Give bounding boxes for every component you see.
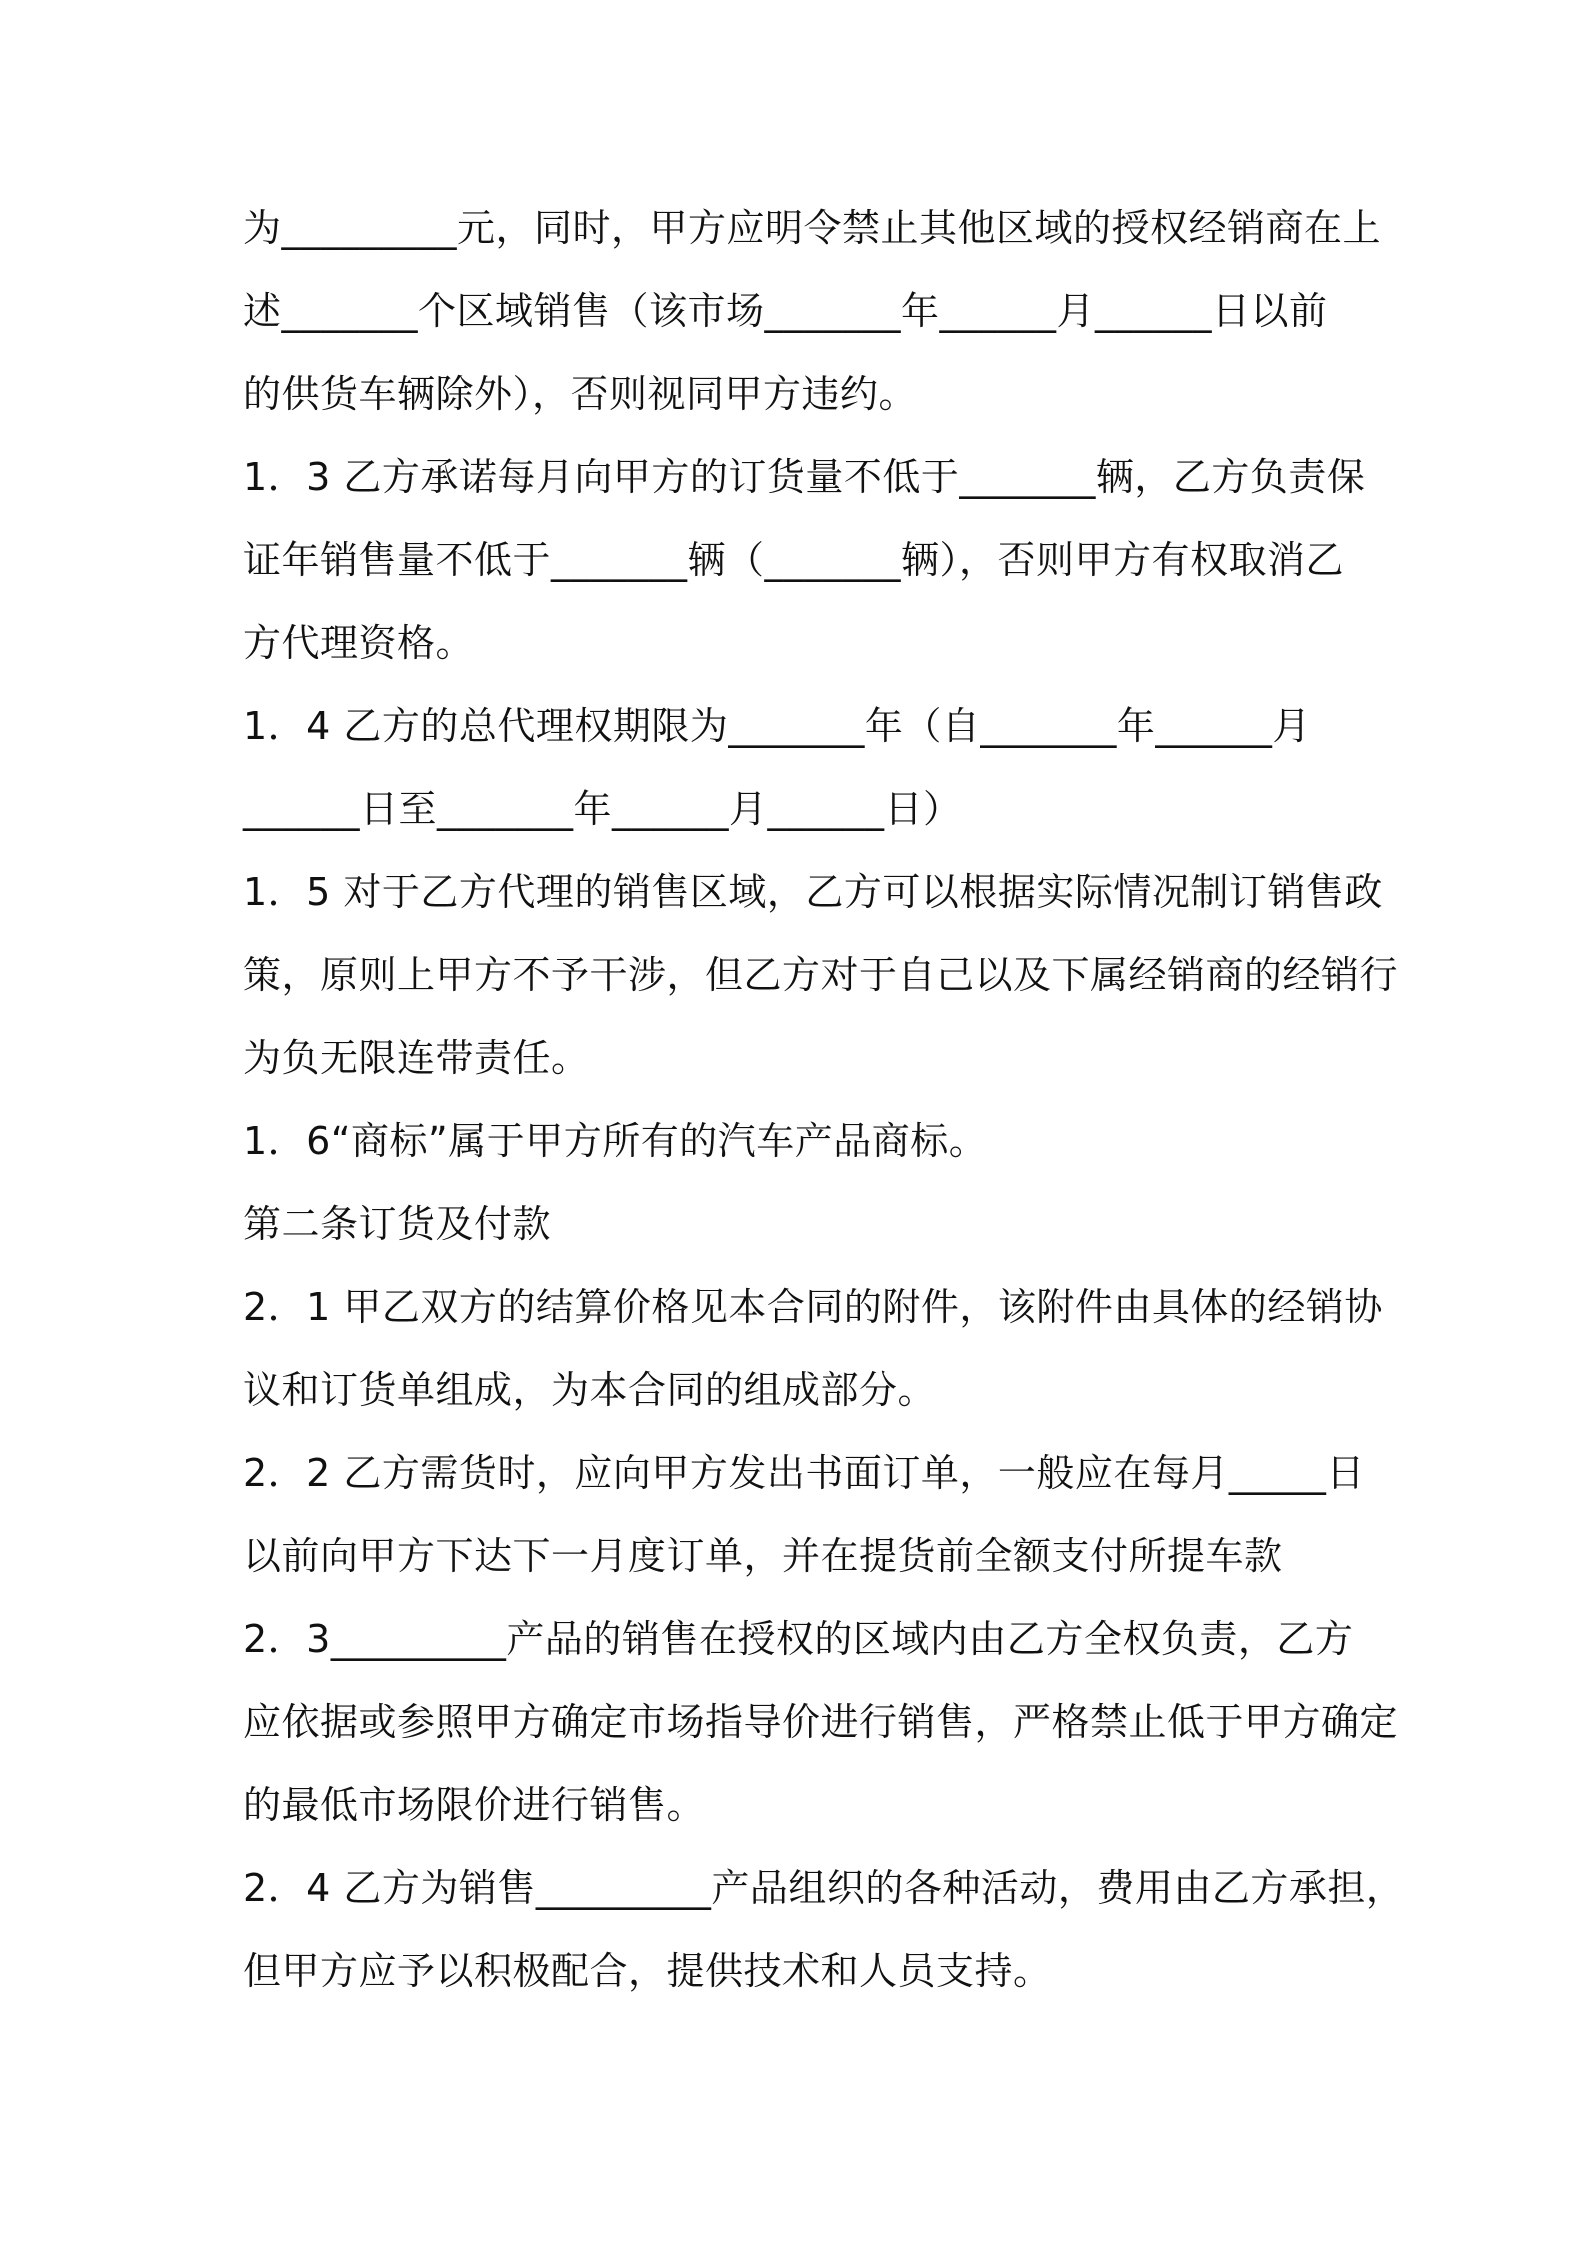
text-line: 方代理资格。 <box>243 621 475 665</box>
text-line: 述_______个区域销售（该市场_______年______月______日以前 <box>243 289 1328 333</box>
text-line: 为_________元，同时，甲方应明令禁止其他区域的授权经销商在上 <box>243 206 1382 250</box>
text-line: 1．5 对于乙方代理的销售区域，乙方可以根据实际情况制订销售政 <box>243 870 1383 914</box>
section-heading: 第二条订货及付款 <box>243 1202 552 1246</box>
text-line: 2．1 甲乙双方的结算价格见本合同的附件，该附件由具体的经销协 <box>243 1285 1383 1329</box>
text-line: 的最低市场限价进行销售。 <box>243 1783 706 1827</box>
text-line: 策，原则上甲方不予干涉，但乙方对于自己以及下属经销商的经销行 <box>243 953 1399 997</box>
text-line: 1．6“商标”属于甲方所有的汽车产品商标。 <box>243 1119 988 1163</box>
text-line: 以前向甲方下达下一月度订单，并在提货前全额支付所提车款 <box>243 1534 1283 1578</box>
text-line: 1．4 乙方的总代理权期限为_______年（自_______年______月 <box>243 704 1311 748</box>
text-line: 1．3 乙方承诺每月向甲方的订货量不低于_______辆，乙方负责保 <box>243 455 1366 499</box>
text-line: 为负无限连带责任。 <box>243 1036 590 1080</box>
text-line: 但甲方应予以积极配合，提供技术和人员支持。 <box>243 1949 1052 1993</box>
text-line: 应依据或参照甲方确定市场指导价进行销售，严格禁止低于甲方确定 <box>243 1700 1399 1744</box>
text-line: 2．4 乙方为销售_________产品组织的各种活动，费用由乙方承担， <box>243 1866 1405 1910</box>
text-line: 议和订货单组成，为本合同的组成部分。 <box>243 1368 937 1412</box>
text-line: 2．3_________产品的销售在授权的区域内由乙方全权负责，乙方 <box>243 1617 1354 1661</box>
text-line: 的供货车辆除外），否则视同甲方违约。 <box>243 372 918 416</box>
text-line: 证年销售量不低于_______辆（_______辆），否则甲方有权取消乙 <box>243 538 1345 582</box>
text-line: ______日至_______年______月______日） <box>243 787 962 831</box>
text-line: 2．2 乙方需货时，应向甲方发出书面订单，一般应在每月_____日 <box>243 1451 1365 1495</box>
